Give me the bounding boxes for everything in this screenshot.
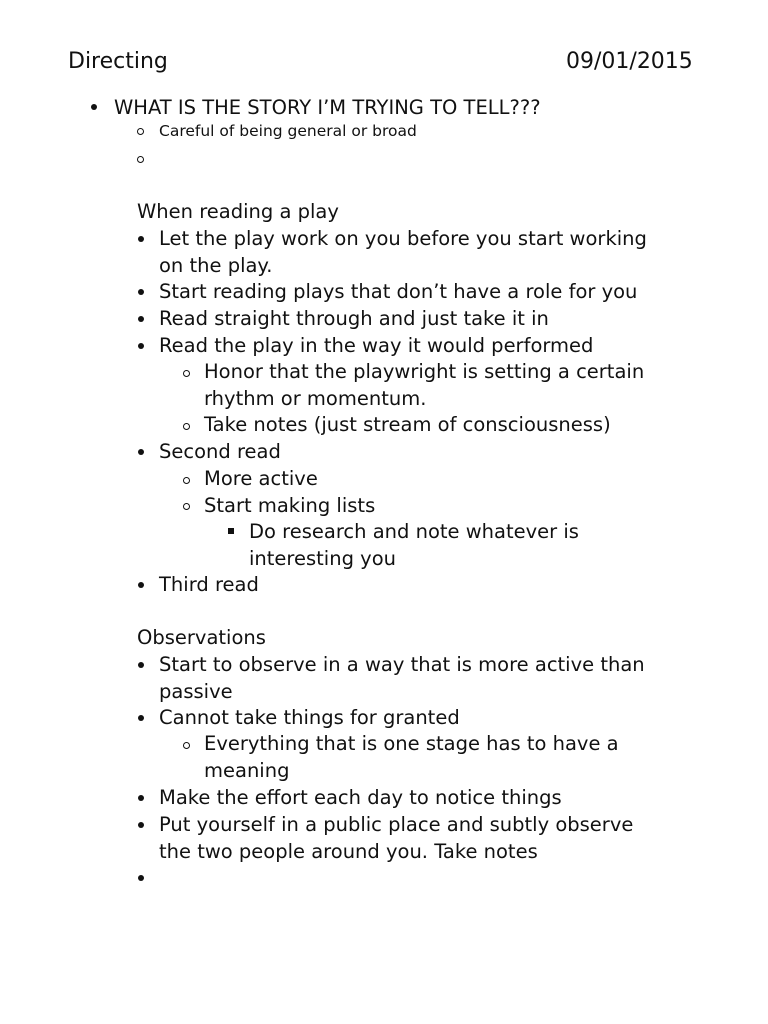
reading-item-1-line-1: Let the play work on you before you start working: [159, 227, 647, 250]
sub-item-careful: Careful of being general or broad: [159, 122, 417, 140]
sub-bullet-marker: [137, 128, 144, 135]
observations-item-1-line-1: Start to observe in a way that is more active than: [159, 653, 645, 676]
reading-item-5-sub-2: Start making lists: [204, 494, 376, 517]
sub-bullet-marker: [183, 503, 190, 510]
observations-item-2: Cannot take things for granted: [159, 706, 460, 729]
reading-item-4-sub-1-line-1: Honor that the playwright is setting a certain: [204, 360, 645, 383]
reading-item-3: Read straight through and just take it in: [159, 307, 549, 330]
reading-item-5-sub-2-sub-1-line-2: interesting you: [249, 547, 396, 570]
observations-item-4-line-2: the two people around you. Take notes: [159, 840, 538, 863]
bullet-marker: [138, 582, 144, 588]
reading-item-5-sub-2-sub-1-line-1: Do research and note whatever is: [249, 520, 579, 543]
bullet-marker: [138, 236, 144, 242]
observations-item-2-sub-1-line-1: Everything that is one stage has to have a: [204, 732, 619, 755]
section-heading-reading: When reading a play: [137, 200, 339, 223]
sub-bullet-marker: [137, 156, 144, 163]
observations-item-2-sub-1-line-2: meaning: [204, 759, 290, 782]
reading-item-5: Second read: [159, 440, 281, 463]
sub-bullet-marker: [183, 742, 190, 749]
document-date: 09/01/2015: [566, 49, 693, 74]
observations-item-1-line-2: passive: [159, 680, 233, 703]
reading-item-4-sub-2: Take notes (just stream of consciousness): [204, 413, 611, 436]
bullet-marker: [138, 715, 144, 721]
document-title: Directing: [68, 49, 168, 74]
observations-item-4-line-1: Put yourself in a public place and subtly observe: [159, 813, 634, 836]
bullet-marker: [91, 104, 97, 110]
bullet-marker: [138, 662, 144, 668]
top-question: WHAT IS THE STORY I’M TRYING TO TELL???: [114, 96, 541, 119]
bullet-marker: [138, 343, 144, 349]
bullet-marker: [138, 289, 144, 295]
reading-item-2: Start reading plays that don’t have a role for you: [159, 280, 638, 303]
reading-item-1-line-2: on the play.: [159, 254, 273, 277]
sub-bullet-marker: [183, 370, 190, 377]
section-heading-observations: Observations: [137, 626, 266, 649]
reading-item-5-sub-1: More active: [204, 467, 318, 490]
sub-bullet-marker: [183, 477, 190, 484]
reading-item-4: Read the play in the way it would performed: [159, 334, 594, 357]
bullet-marker: [138, 822, 144, 828]
sub-bullet-marker: [183, 423, 190, 430]
square-bullet-marker: [228, 528, 234, 534]
bullet-marker: [138, 875, 144, 881]
observations-item-3: Make the effort each day to notice things: [159, 786, 562, 809]
reading-item-4-sub-1-line-2: rhythm or momentum.: [204, 387, 427, 410]
bullet-marker: [138, 316, 144, 322]
reading-item-6: Third read: [159, 573, 259, 596]
bullet-marker: [138, 795, 144, 801]
bullet-marker: [138, 449, 144, 455]
